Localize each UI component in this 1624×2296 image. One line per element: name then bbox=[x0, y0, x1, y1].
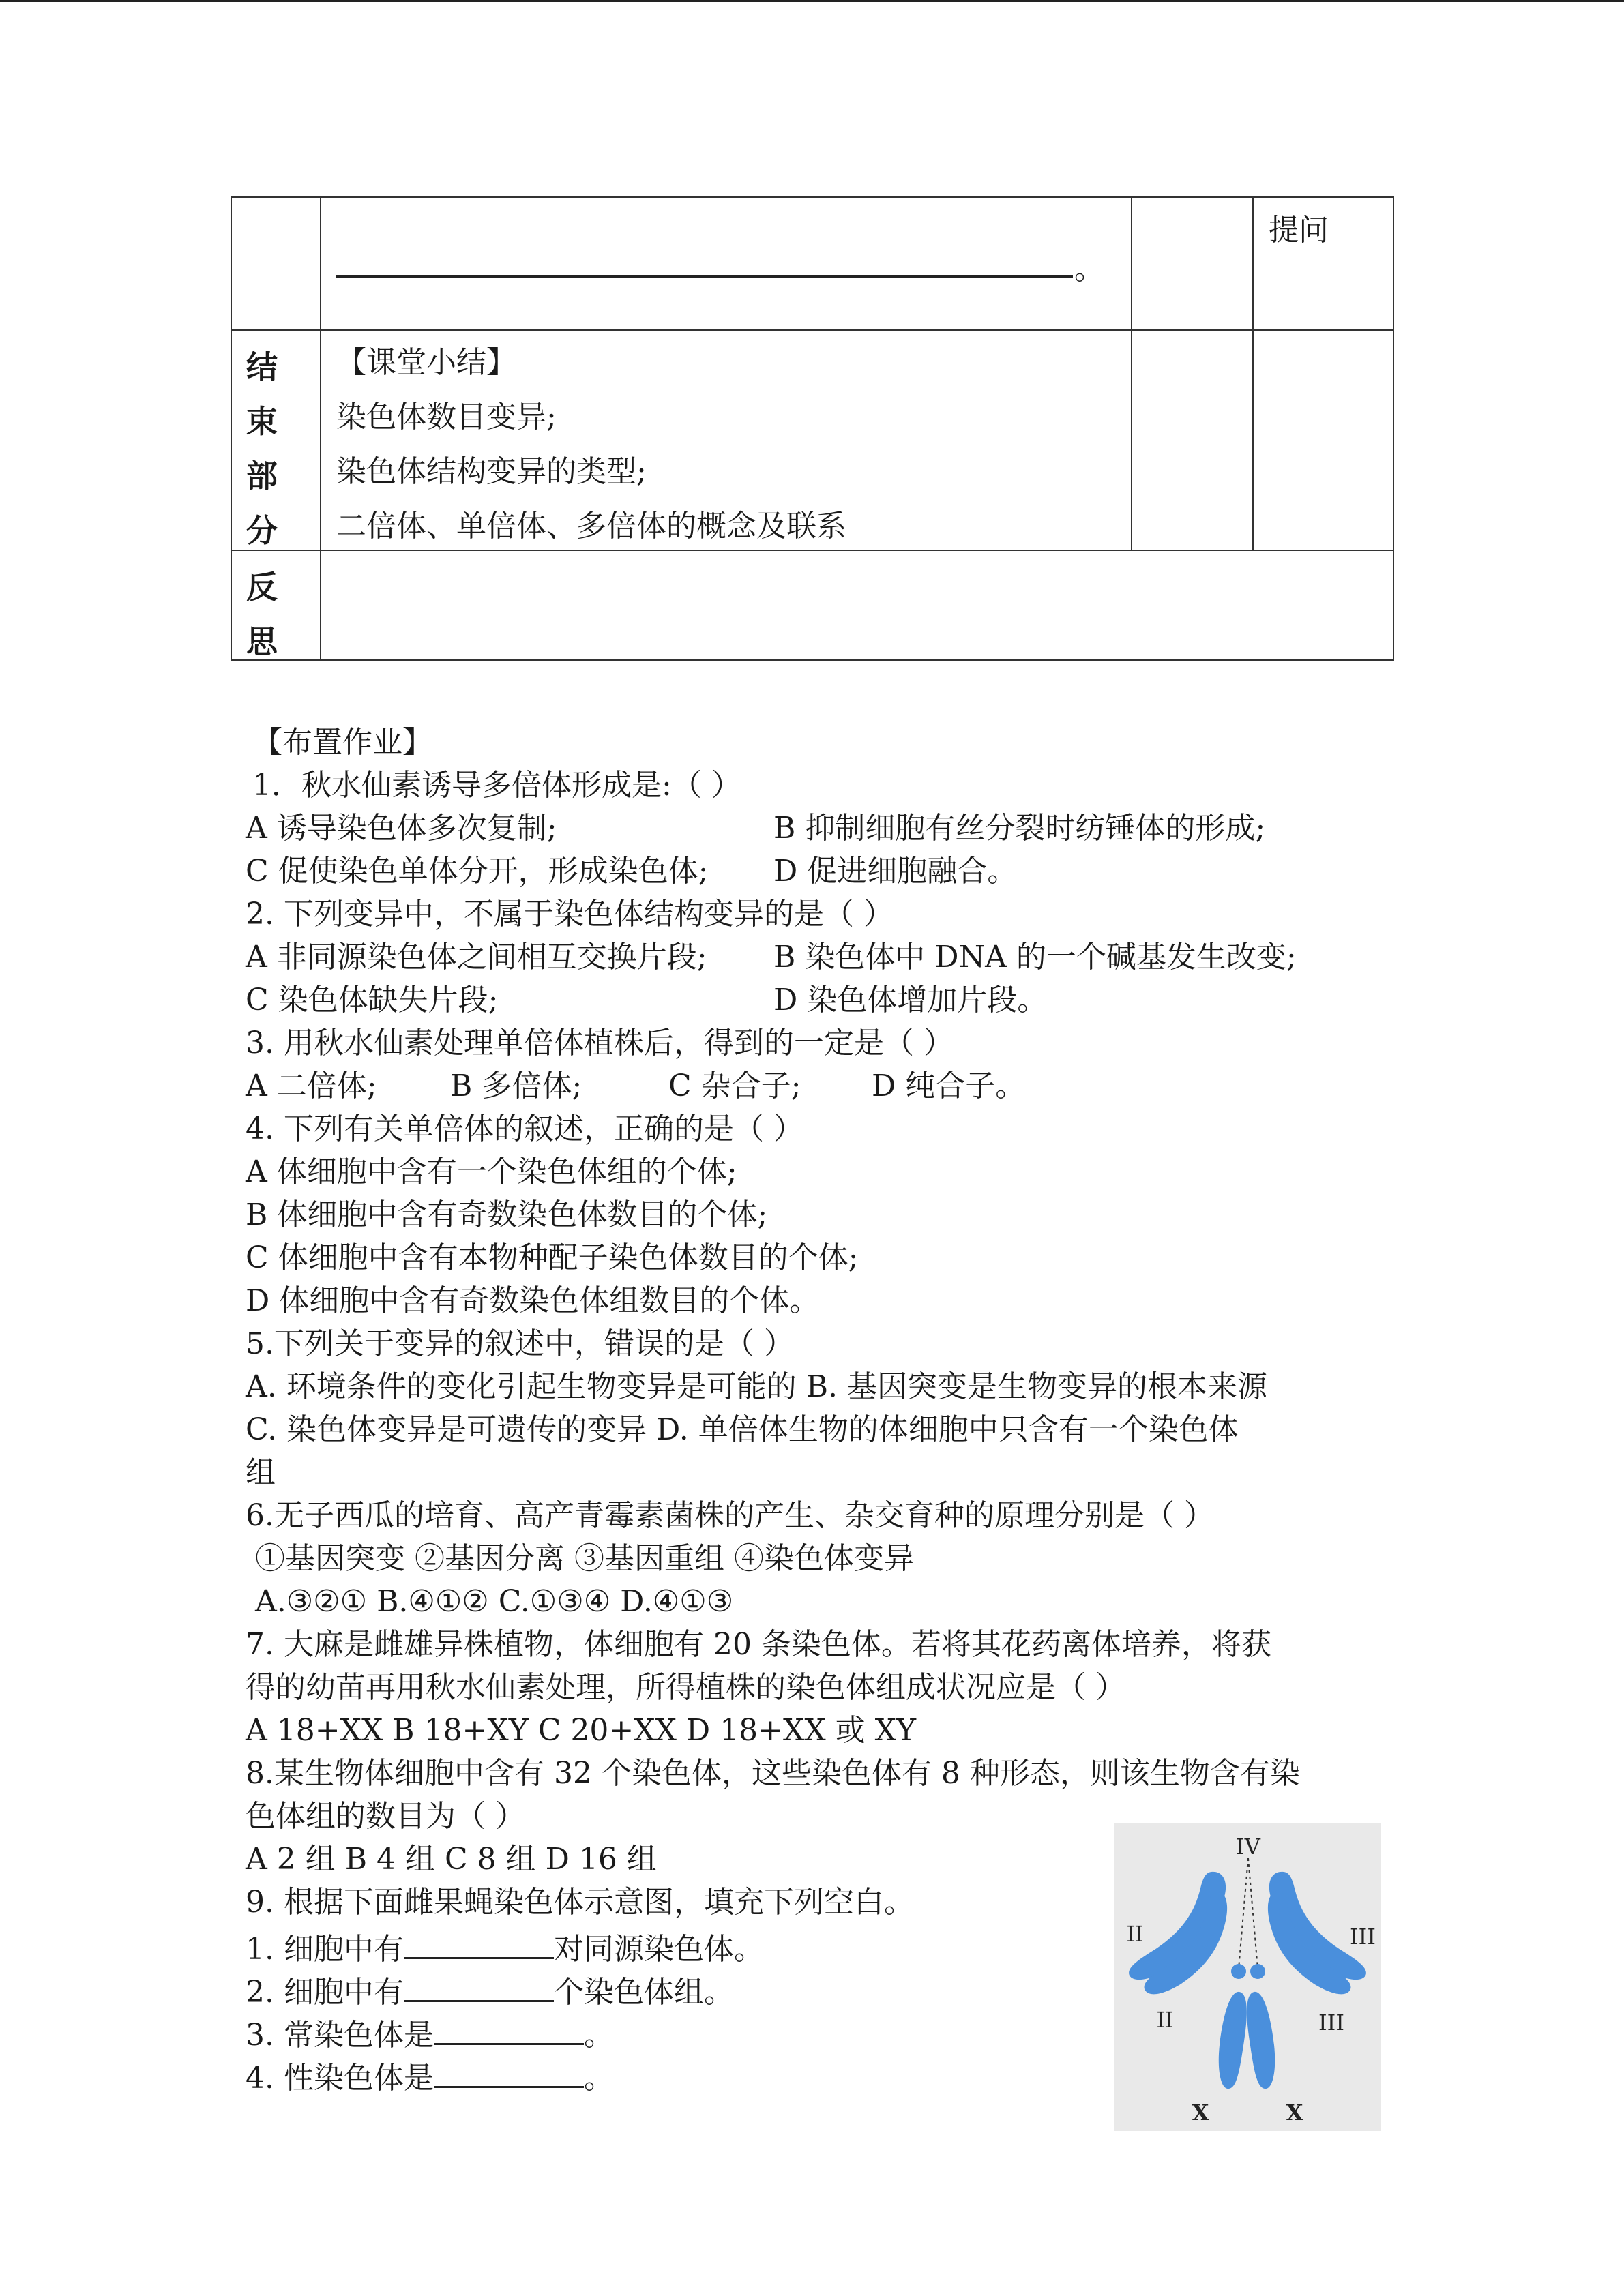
question-3-option-d: D 纯合子。 bbox=[872, 1069, 1026, 1103]
fill-blank[interactable] bbox=[434, 2010, 584, 2045]
side-label-char: 部 bbox=[246, 458, 278, 494]
label-iii-top: III bbox=[1350, 1924, 1376, 1950]
question-8-line-2: 色体组的数目为（ ） bbox=[246, 1799, 525, 1834]
question-9-fill-2: 2. 细胞中有 个染色体组。 bbox=[246, 1967, 734, 2014]
question-6-items: ①基因突变 ②基因分离 ③基因重组 ④染色体变异 bbox=[255, 1541, 914, 1576]
summary-line: 二倍体、单倍体、多倍体的概念及联系 bbox=[336, 509, 846, 543]
question-3-option-b: B 多倍体; bbox=[450, 1069, 582, 1103]
question-7-line-1: 7. 大麻是雌雄异株植物，体细胞有 20 条染色体。若将其花药离体培养，将获 bbox=[246, 1627, 1271, 1662]
fill-blank[interactable] bbox=[434, 2053, 584, 2088]
label-ii-bottom: II bbox=[1156, 2007, 1174, 2033]
label-x-right: X bbox=[1286, 2100, 1303, 2126]
homework-heading: 【布置作业】 bbox=[252, 725, 432, 760]
question-5-options-cd: C. 染色体变异是可遗传的变异 D. 单倍体生物的体细胞中只含有一个染色体 bbox=[246, 1412, 1239, 1447]
question-5-stem: 5.下列关于变异的叙述中，错误的是（ ） bbox=[246, 1326, 794, 1361]
trailing-period: 。 bbox=[1074, 252, 1104, 286]
question-3-stem: 3. 用秋水仙素处理单倍体植株后，得到的一定是（ ） bbox=[246, 1026, 954, 1060]
spindle-line bbox=[1248, 1858, 1258, 1969]
summary-line: 染色体数目变异; bbox=[336, 400, 557, 434]
question-2-option-b: B 染色体中 DNA 的一个碱基发生改变; bbox=[773, 940, 1297, 974]
chromosome-iv-dot bbox=[1250, 1964, 1265, 1979]
summary-heading: 【课堂小结】 bbox=[336, 345, 516, 380]
question-1-option-b: B 抑制细胞有丝分裂时纺锤体的形成; bbox=[773, 811, 1266, 846]
fruit-fly-chromosome-figure bbox=[1114, 1823, 1381, 2131]
answer-blank-line bbox=[336, 275, 1073, 278]
question-1-option-c: C 促使染色单体分开，形成染色体; bbox=[246, 854, 709, 889]
question-5-continuation: 组 bbox=[246, 1455, 276, 1490]
chromosome-x bbox=[1219, 1992, 1247, 2089]
fill-blank[interactable] bbox=[404, 1924, 554, 1959]
col-divider-1 bbox=[320, 196, 321, 661]
side-label-char: 反 bbox=[246, 569, 278, 606]
label-x-left: X bbox=[1192, 2100, 1209, 2126]
question-1-option-d: D 促进细胞融合。 bbox=[773, 854, 1018, 889]
side-label-char: 结 bbox=[246, 348, 278, 385]
fill-blank[interactable] bbox=[404, 1967, 554, 2002]
question-5-options-ab: A. 环境条件的变化引起生物变异是可能的 B. 基因突变是生物变异的根本来源 bbox=[246, 1369, 1268, 1404]
side-label-char: 思 bbox=[246, 623, 278, 660]
chromosome-ii bbox=[1129, 1872, 1227, 1994]
col-divider-3 bbox=[1252, 196, 1254, 550]
side-label-char: 分 bbox=[246, 512, 278, 549]
chromosome-iv-dot bbox=[1231, 1964, 1246, 1979]
question-3-option-a: A 二倍体; bbox=[246, 1069, 377, 1103]
question-4-option-d: D 体细胞中含有奇数染色体组数目的个体。 bbox=[246, 1283, 820, 1318]
question-7-options: A 18+XX B 18+XY C 20+XX D 18+XX 或 XY bbox=[246, 1713, 917, 1748]
spindle-line bbox=[1239, 1858, 1248, 1969]
row-divider-1 bbox=[231, 329, 1394, 331]
label-ii-top: II bbox=[1126, 1921, 1144, 1947]
summary-line: 染色体结构变异的类型; bbox=[336, 454, 647, 489]
question-2-option-d: D 染色体增加片段。 bbox=[773, 983, 1048, 1017]
question-label: 提问 bbox=[1269, 213, 1329, 248]
question-9-fill-3: 3. 常染色体是 。 bbox=[246, 2010, 614, 2057]
page-top-rule bbox=[0, 0, 1624, 2]
question-2-option-c: C 染色体缺失片段; bbox=[246, 983, 499, 1017]
question-4-stem: 4. 下列有关单倍体的叙述，正确的是（ ） bbox=[246, 1112, 803, 1146]
label-iv: IV bbox=[1236, 1834, 1260, 1860]
question-1-stem: 1．秋水仙素诱导多倍体形成是:（ ） bbox=[252, 768, 741, 803]
question-3-option-c: C 杂合子; bbox=[668, 1069, 801, 1103]
question-9-fill-1: 1. 细胞中有 对同源染色体。 bbox=[246, 1924, 764, 1971]
question-2-option-a: A 非同源染色体之间相互交换片段; bbox=[246, 940, 707, 974]
question-4-option-c: C 体细胞中含有本物种配子染色体数目的个体; bbox=[246, 1240, 859, 1275]
chromosome-x bbox=[1247, 1992, 1275, 2089]
question-4-option-a: A 体细胞中含有一个染色体组的个体; bbox=[246, 1154, 737, 1189]
question-9-stem: 9. 根据下面雌果蝇染色体示意图，填充下列空白。 bbox=[246, 1885, 914, 1920]
col-divider-2 bbox=[1131, 196, 1132, 550]
question-1-option-a: A 诱导染色体多次复制; bbox=[246, 811, 557, 846]
label-iii-bottom: III bbox=[1318, 2010, 1344, 2036]
question-6-stem: 6.无子西瓜的培育、高产青霉素菌株的产生、杂交育种的原理分别是（ ） bbox=[246, 1498, 1214, 1533]
chromosome-diagram bbox=[1114, 1823, 1381, 2131]
question-7-line-2: 得的幼苗再用秋水仙素处理，所得植株的染色体组成状况应是（ ） bbox=[246, 1670, 1125, 1705]
question-8-options: A 2 组 B 4 组 C 8 组 D 16 组 bbox=[246, 1842, 657, 1877]
question-6-options: A.③②① B.④①② C.①③④ D.④①③ bbox=[255, 1584, 734, 1619]
question-9-fill-4: 4. 性染色体是 。 bbox=[246, 2053, 614, 2100]
question-8-line-1: 8.某生物体细胞中含有 32 个染色体，这些染色体有 8 种形态，则该生物含有染 bbox=[246, 1756, 1300, 1791]
question-4-option-b: B 体细胞中含有奇数染色体数目的个体; bbox=[246, 1197, 768, 1232]
question-2-stem: 2. 下列变异中，不属于染色体结构变异的是（ ） bbox=[246, 897, 894, 931]
side-label-char: 束 bbox=[246, 403, 278, 440]
